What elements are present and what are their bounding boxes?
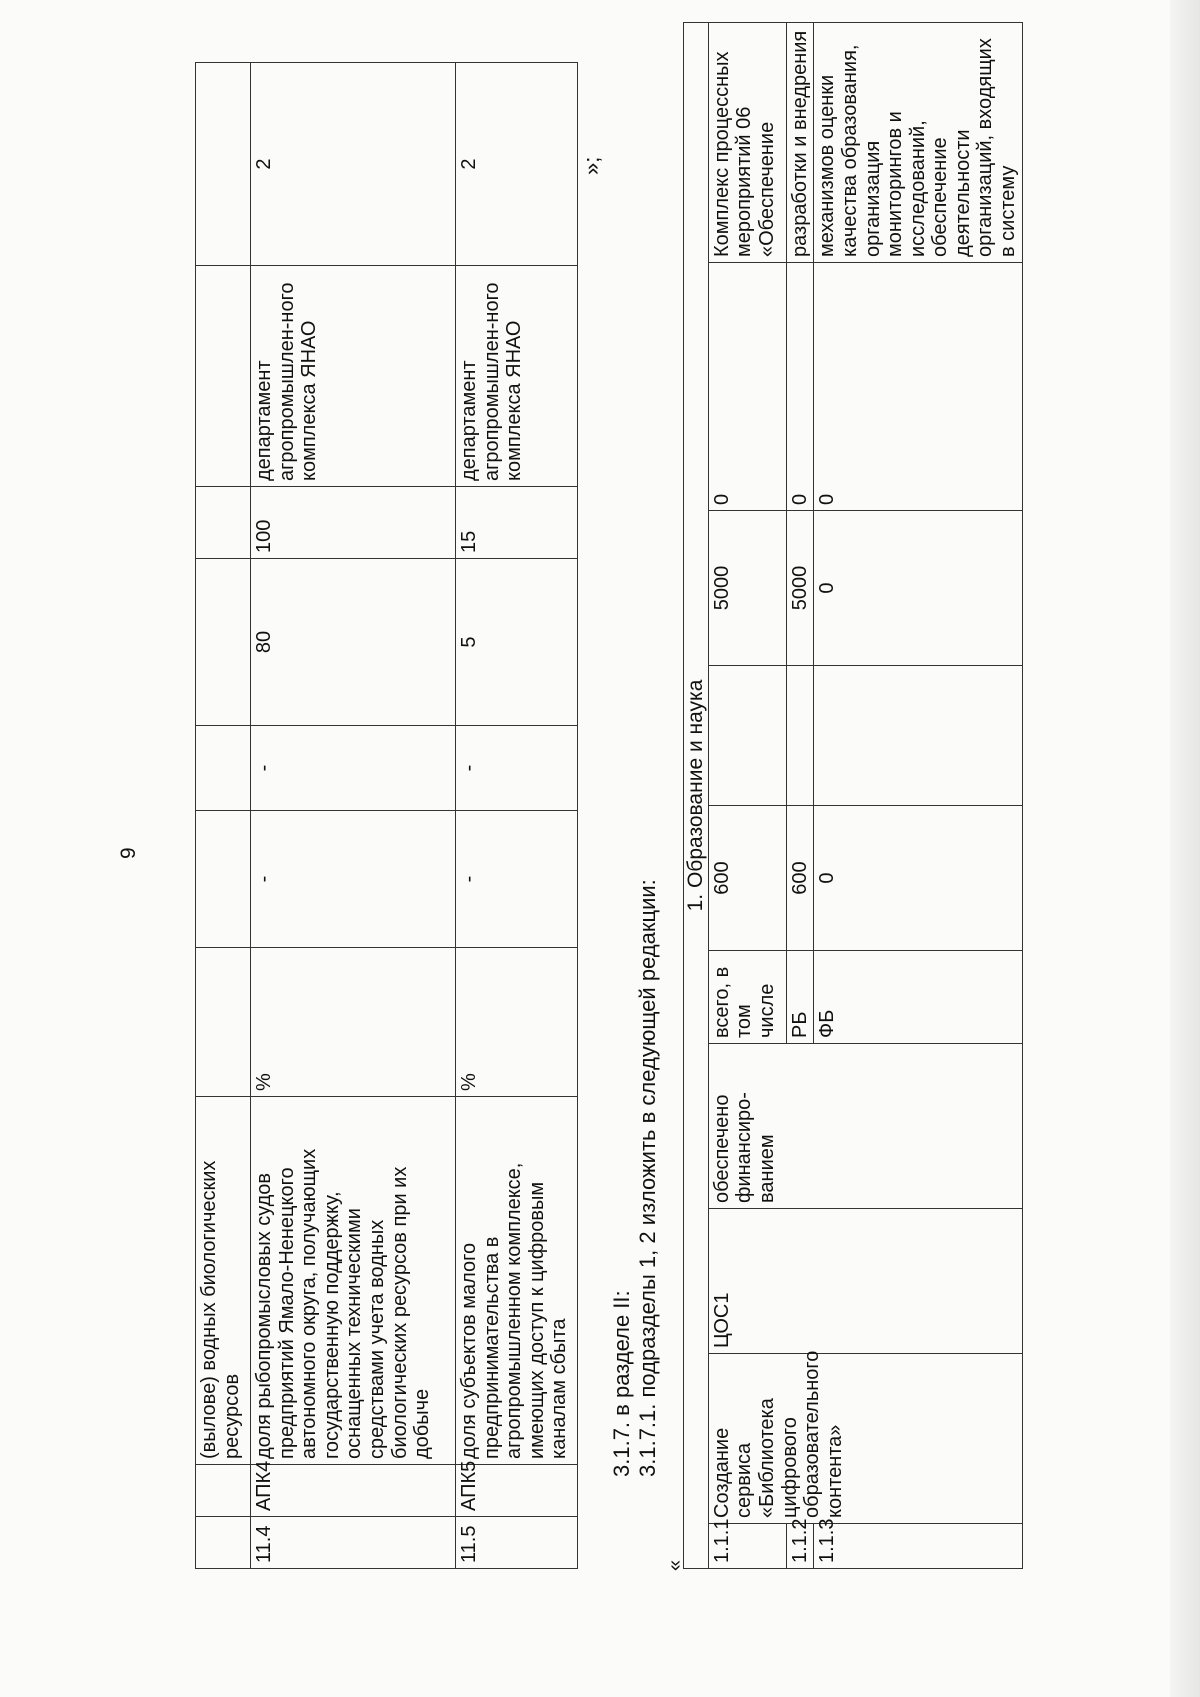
paragraph: 3.1.7.1. подразделы 1, 2 изложить в следующей редакции: — [635, 879, 660, 1477]
activity-code: ЦОС1 — [708, 1209, 1022, 1354]
table-cell — [196, 559, 251, 726]
amount-cell: 0 — [814, 806, 1022, 951]
value-cell: - — [456, 811, 578, 948]
table-cell — [196, 487, 251, 559]
amount-cell: 0 — [708, 263, 786, 511]
amount-cell: 600 — [708, 806, 786, 951]
indicator-name: доля рыбопромысловых судов предприятий Ямало-Ненецкого автономного округа, получающих государственную поддержку, оснащенных техническими средствами учета водных биологических ресурсов при их добыче — [251, 1097, 456, 1465]
table-cell — [196, 726, 251, 811]
unit-cell: % — [456, 948, 578, 1097]
row-number: 1.1.1 — [708, 1524, 786, 1569]
table-row — [196, 63, 251, 1569]
table-cell — [196, 811, 251, 948]
closing-quote: »; — [579, 156, 604, 175]
amount-cell: 5000 — [708, 511, 786, 666]
table-cell — [196, 948, 251, 1097]
row-number: 11.4 — [251, 1517, 456, 1569]
table-cell — [196, 1517, 251, 1569]
funding-status: обеспечено финансиро-ванием — [708, 1044, 1022, 1209]
indicator-name: доля субъектов малого предпринимательства в агропромышленном комплексе, имеющих доступ к цифровым каналам сбыта — [456, 1097, 578, 1465]
table-row — [708, 23, 786, 1569]
funding-source: всего, в том числе — [708, 951, 786, 1044]
table-row — [684, 23, 709, 1569]
value-cell: - — [251, 726, 456, 811]
paragraph: 3.1.7. в разделе II: — [609, 1290, 634, 1477]
value-cell: 15 — [456, 487, 578, 559]
indicator-code: АПК4 — [251, 1465, 456, 1517]
table-cell — [196, 63, 251, 266]
value-cell: 2 — [251, 63, 456, 266]
value-cell: 2 — [456, 63, 578, 266]
indicators-table — [195, 62, 578, 1569]
page-number: 9 — [117, 847, 140, 859]
amount-cell: 0 — [786, 263, 814, 511]
unit-cell: % — [251, 948, 456, 1097]
value-cell: 80 — [251, 559, 456, 726]
table-cell — [196, 1465, 251, 1517]
amount-cell: 600 — [786, 806, 814, 951]
activities-table — [683, 22, 1023, 1569]
responsible-cell: департамент агропромышлен-ного комплекса ЯНАО — [456, 266, 578, 487]
amount-cell: 0 — [814, 263, 1022, 511]
table-cell — [814, 666, 1022, 806]
responsible-cell: департамент агропромышлен-ного комплекса ЯНАО — [251, 266, 456, 487]
value-cell: 100 — [251, 487, 456, 559]
description-cell: механизмов оценки качества образования, организация мониторингов и исследований, обеспечение деятельности организаций, входящих в систему — [814, 23, 1022, 263]
table-cell — [786, 666, 814, 806]
opening-quote: « — [664, 1559, 686, 1571]
value-cell: 5 — [456, 559, 578, 726]
amount-cell: 5000 — [786, 511, 814, 666]
funding-source: ФБ — [814, 951, 1022, 1044]
activity-name: Создание сервиса «Библиотека цифрового образовательного контента» — [708, 1354, 1022, 1524]
table-row — [456, 63, 578, 1569]
row-number: 1.1.3 — [814, 1524, 1022, 1569]
row-number: 11.5 — [456, 1517, 578, 1569]
indicator-code: АПК5 — [456, 1465, 578, 1517]
table-cell — [708, 666, 786, 806]
table-cell — [196, 266, 251, 487]
description-cell: разработки и внедрения — [786, 23, 814, 263]
table-row — [251, 63, 456, 1569]
value-cell: - — [456, 726, 578, 811]
description-cell: Комплекс процессных мероприятий 06 «Обеспечение — [708, 23, 786, 263]
section-heading: 1. Образование и наука — [684, 23, 709, 1569]
row-number: 1.1.2 — [786, 1524, 814, 1569]
value-cell: - — [251, 811, 456, 948]
indicator-name: (вылове) водных биологических ресурсов — [196, 1097, 251, 1465]
amount-cell: 0 — [814, 511, 1022, 666]
funding-source: РБ — [786, 951, 814, 1044]
